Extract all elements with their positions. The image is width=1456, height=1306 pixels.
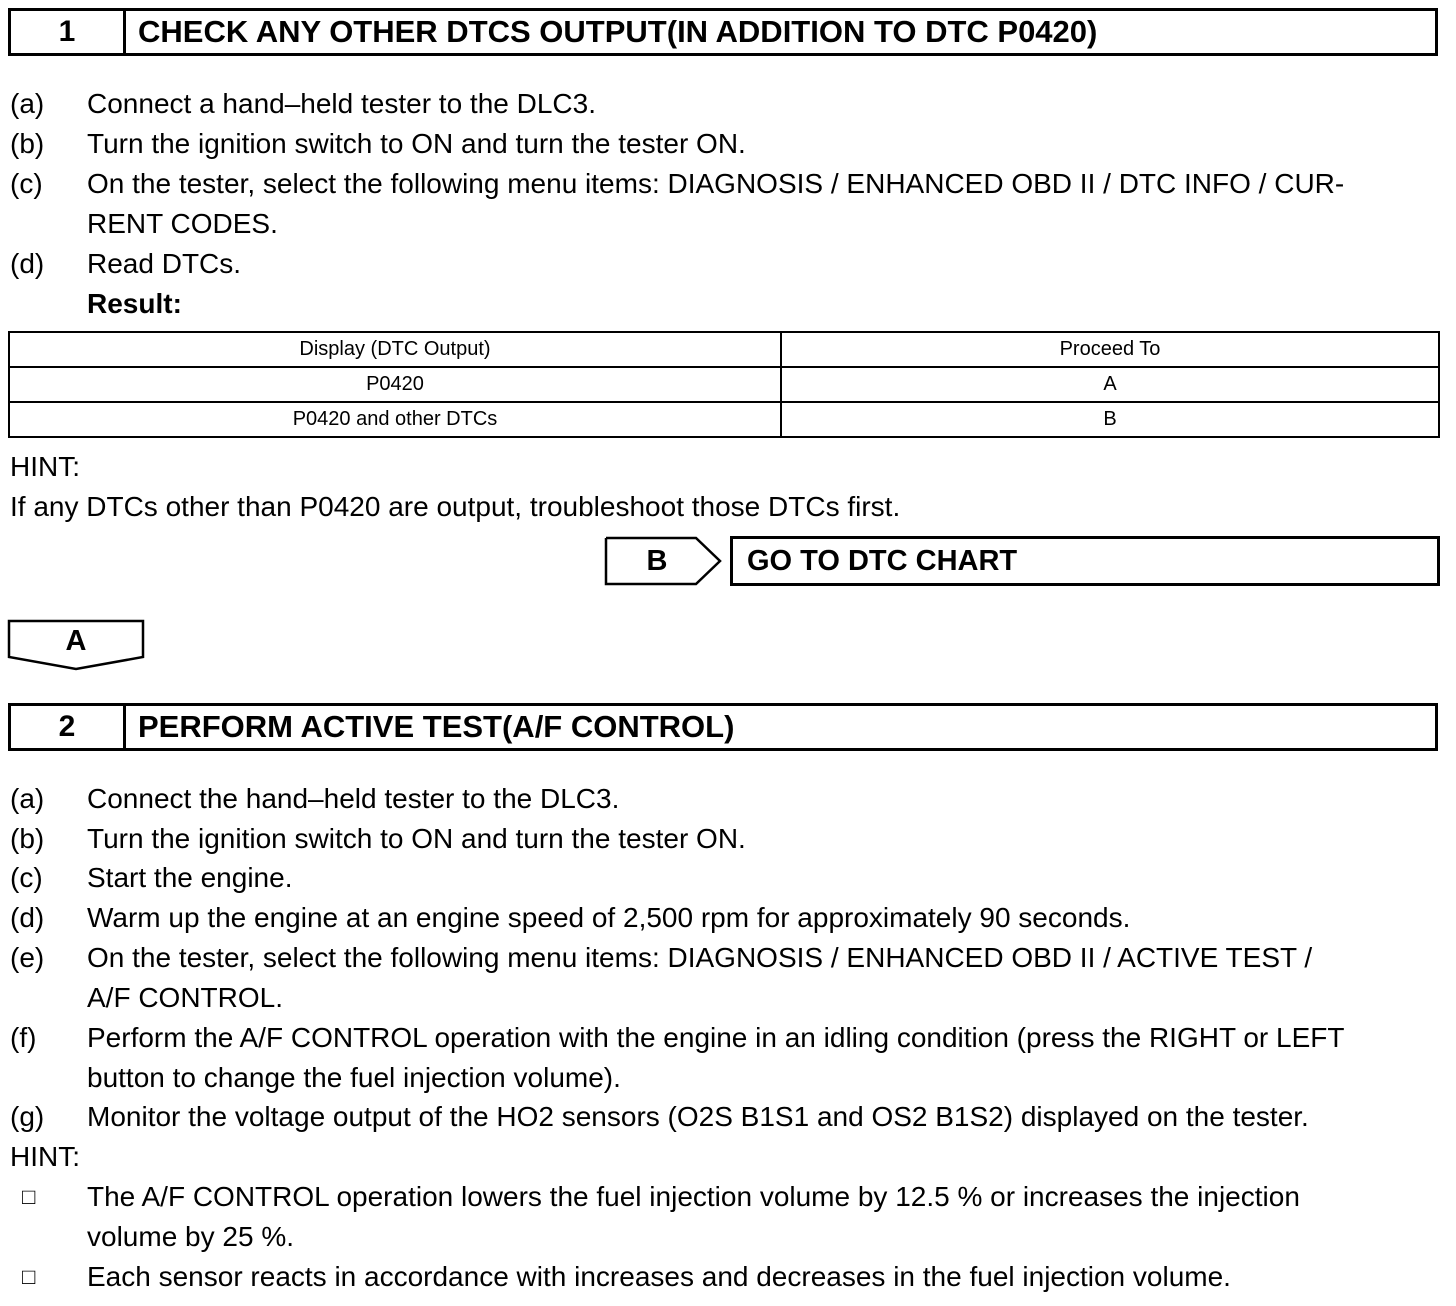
goto-dtc-chart: GO TO DTC CHART [730, 536, 1440, 586]
item-label: (d) [10, 902, 45, 933]
item-label: (b) [10, 823, 45, 854]
step-number: 1 [11, 11, 126, 53]
item-label: (a) [10, 88, 45, 119]
table-cell: P0420 [9, 367, 781, 402]
table-cell: B [781, 402, 1439, 437]
step-title: PERFORM ACTIVE TEST(A/F CONTROL) [138, 709, 735, 744]
item-label: (f) [10, 1022, 37, 1053]
branch-letter: A [65, 624, 87, 657]
item-text: button to change the fuel injection volume). [87, 1062, 621, 1093]
branch-b-box [604, 536, 694, 584]
table-row [9, 402, 1439, 437]
item-text: On the tester, select the following menu items: DIAGNOSIS / ENHANCED OBD II / DTC INFO / CUR- [87, 168, 1345, 199]
item-label: (d) [10, 248, 45, 279]
item-text: Turn the ignition switch to ON and turn the tester ON. [87, 128, 746, 159]
item-text: A/F CONTROL. [87, 982, 284, 1013]
step-2-header [8, 703, 1438, 751]
table-cell: P0420 and other DTCs [9, 402, 781, 437]
item-text: Start the engine. [87, 862, 293, 893]
bullet-text: Each sensor reacts in accordance with increases and decreases in the fuel injection volume. [87, 1261, 1231, 1292]
hint-text: If any DTCs other than P0420 are output, troubleshoot those DTCs first. [10, 491, 901, 522]
item-text: Read DTCs. [87, 248, 242, 279]
column-header: Display (DTC Output) [9, 332, 781, 367]
checkbox-bullet-icon: □ [22, 1264, 36, 1289]
branch-a-box [7, 619, 145, 671]
item-label: (c) [10, 168, 43, 199]
item-label: (a) [10, 783, 45, 814]
table-cell: A [781, 367, 1439, 402]
result-label: Result: [87, 288, 182, 319]
item-text: Perform the A/F CONTROL operation with the engine in an idling condition (press the RIGHT or LEFT [87, 1022, 1345, 1053]
branch-letter: B [646, 544, 668, 577]
bullet-text: volume by 25 %. [87, 1221, 294, 1252]
item-text: Warm up the engine at an engine speed of 2,500 rpm for approximately 90 seconds. [87, 902, 1131, 933]
bullet-text: The A/F CONTROL operation lowers the fuel injection volume by 12.5 % or increases the injection [87, 1181, 1300, 1212]
item-label: (b) [10, 128, 45, 159]
item-label: (c) [10, 862, 43, 893]
item-text: On the tester, select the following menu items: DIAGNOSIS / ENHANCED OBD II / ACTIVE TEST / [87, 942, 1313, 973]
table-header-row [9, 332, 1439, 367]
item-text: Turn the ignition switch to ON and turn the tester ON. [87, 823, 746, 854]
hint-label: HINT: [10, 451, 80, 482]
step-number: 2 [11, 706, 126, 748]
hint-label: HINT: [10, 1141, 80, 1172]
item-text: Connect the hand–held tester to the DLC3. [87, 783, 620, 814]
item-text: Connect a hand–held tester to the DLC3. [87, 88, 597, 119]
step-title: CHECK ANY OTHER DTCS OUTPUT(IN ADDITION TO DTC P0420) [138, 14, 1098, 49]
table-row [9, 367, 1439, 402]
item-label: (g) [10, 1101, 45, 1132]
item-text: Monitor the voltage output of the HO2 sensors (O2S B1S1 and OS2 B1S2) displayed on the tester. [87, 1101, 1309, 1132]
checkbox-bullet-icon: □ [22, 1184, 36, 1209]
column-header: Proceed To [781, 332, 1439, 367]
step-1-header [8, 8, 1438, 56]
result-table [8, 331, 1440, 438]
item-label: (e) [10, 942, 45, 973]
item-text: RENT CODES. [87, 208, 278, 239]
